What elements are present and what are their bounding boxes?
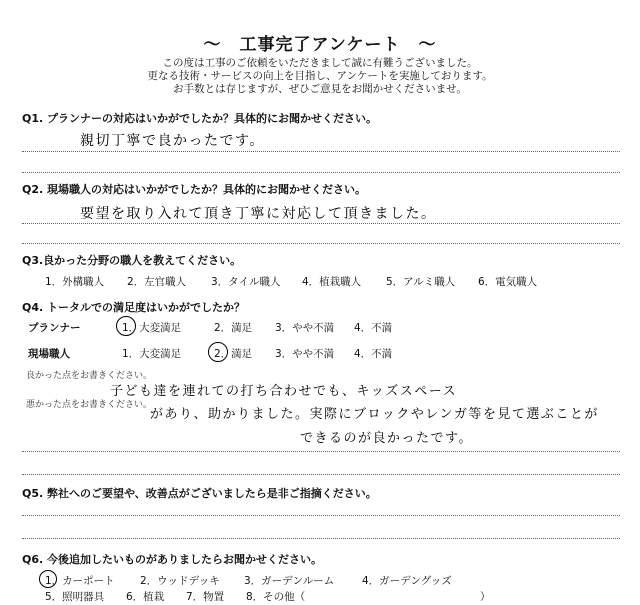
q4-worker-option-4[interactable]: 4．不満	[354, 348, 393, 360]
q4-planner-option-3[interactable]: 3．やや不満	[275, 322, 335, 334]
q2-answer[interactable]: 要望を取り入れて頂き丁寧に対応して頂きました。	[80, 206, 437, 222]
q4-worker-label: 現場職人	[28, 348, 70, 360]
q4-worker-option-1[interactable]: 1．大変満足	[122, 348, 182, 360]
q2-label: Q2. 現場職人の対応はいかがでしたか？具体的にお聞かせください。	[22, 183, 367, 196]
q4-answer-line	[22, 474, 620, 475]
q3-option-4[interactable]: 4．植栽職人	[302, 276, 362, 288]
q6-option-4[interactable]: 4．ガーデングッズ	[362, 575, 452, 587]
q6-selected-circle	[39, 570, 57, 588]
intro-line-2: 更なる技術・サービスの向上を目指し、アンケートを実施しております。	[147, 70, 493, 82]
q3-option-1[interactable]: 1．外構職人	[45, 276, 105, 288]
q6-option-8[interactable]: 8．その他（	[246, 591, 306, 603]
q6-label: Q6. 今後追加したいものがありましたらお聞かせください。	[22, 553, 323, 566]
q6-option-8-close: ）	[480, 591, 491, 603]
q5-answer-line	[22, 515, 620, 516]
page-title: ～ 工事完了アンケート ～	[203, 35, 437, 55]
q6-option-7[interactable]: 7．物置	[186, 591, 225, 603]
q6-option-3[interactable]: 3．ガーデンルーム	[244, 575, 335, 587]
q4-worker-option-3[interactable]: 3．やや不満	[275, 348, 335, 360]
q4-good-label: 良かった点をお書きください。	[26, 371, 153, 381]
q4-bad-label: 悪かった点をお書きください。	[26, 400, 153, 410]
q6-option-5[interactable]: 5．照明器具	[45, 591, 105, 603]
q4-good-answer-line-2[interactable]: があり、助かりました。実際にブロックやレンガ等を見て選ぶことが	[150, 407, 599, 422]
q4-planner-selected-circle	[116, 316, 136, 336]
q4-good-answer-line-3[interactable]: できるのが良かったです。	[300, 431, 473, 446]
q6-option-6[interactable]: 6．植栽	[126, 591, 165, 603]
q4-planner-option-2[interactable]: 2．満足	[214, 322, 253, 334]
q4-planner-option-4[interactable]: 4．不満	[354, 322, 393, 334]
q4-planner-label: プランナー	[28, 322, 81, 334]
q4-label: Q4. トータルでの満足度はいかがでしたか？	[22, 301, 246, 314]
q1-label: Q1. プランナーの対応はいかがでしたか？具体的にお聞かせください。	[22, 112, 378, 125]
intro-line-1: この度は工事のご依頼をいただきまして誠に有難うございました。	[162, 57, 478, 69]
q5-answer-line	[22, 538, 620, 539]
q2-answer-line	[22, 223, 620, 224]
q3-option-2[interactable]: 2．左官職人	[127, 276, 187, 288]
q3-label: Q3.良かった分野の職人を教えてください。	[22, 254, 242, 267]
q6-option-2[interactable]: 2．ウッドデッキ	[140, 575, 220, 587]
q2-answer-line	[22, 243, 620, 244]
q4-answer-line	[22, 451, 620, 452]
q3-option-5[interactable]: 5．アルミ職人	[386, 276, 456, 288]
q1-answer-line	[22, 151, 620, 152]
q6-option-1[interactable]: 1．カーポート	[45, 575, 115, 587]
q4-worker-selected-circle	[208, 342, 228, 362]
q1-answer[interactable]: 親切丁寧で良かったです。	[80, 133, 265, 149]
q4-planner-option-1[interactable]: 1．大変満足	[122, 322, 182, 334]
q4-worker-option-2[interactable]: 2．満足	[214, 348, 253, 360]
intro-line-3: お手数とは存じますが、ぜひご意見をお聞かせくださいませ。	[173, 83, 467, 95]
q3-option-3[interactable]: 3．タイル職人	[211, 276, 281, 288]
q3-option-6[interactable]: 6．電気職人	[478, 276, 538, 288]
q4-good-answer-line-1[interactable]: 子ども達を連れての打ち合わせでも、キッズスペース	[110, 384, 458, 399]
q5-label: Q5. 弊社へのご要望や、改善点がございましたら是非ご指摘ください。	[22, 487, 377, 500]
q1-answer-line	[22, 172, 620, 173]
